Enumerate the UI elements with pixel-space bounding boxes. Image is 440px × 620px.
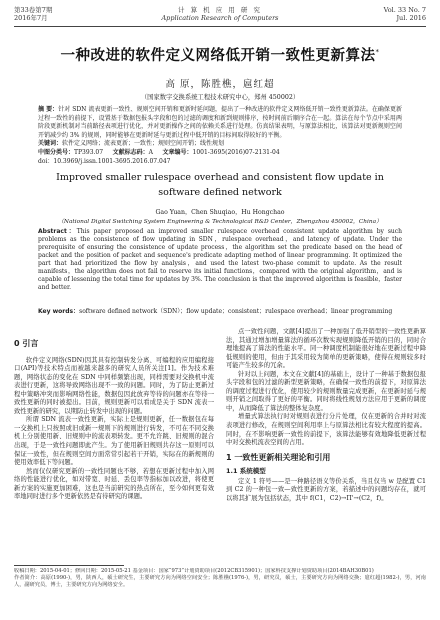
footnote-rule (14, 565, 124, 566)
body-paragraph: 然而仅仅研究更新的一致性同题也不够，若想在更新过程中加入网络的性能进行优化，如对带宽、时延、丢包率等指标加以改进，将使更新方案的实施更加困难，这也是当前研究的热点所在，至今如何更有效率地同时进行多个更新依然是有待研究的课题。 (14, 467, 214, 501)
keywords-cn-text: 软件定义网络；流表更新；一致性；规则空间开销；线性规划 (62, 140, 225, 147)
doi-value: 10.3969/j.issn.1001-3695.2016.07.047 (53, 158, 171, 165)
article-no-label: 文章编号： (162, 149, 193, 156)
keywords-en-text: software defined network（SDN）；flow update；consistent；rulespace overhead；linear programming (79, 308, 393, 315)
authors-en: Gao Yuan，Chen Shuqiao，Hu Hongchao (155, 209, 285, 216)
body-column-left (14, 328, 214, 502)
affiliation-en: （National Digital Switching System Engineering & Technological R&D Center，Zhengzhou 450002，China） (58, 219, 382, 225)
doi-label: doi： (38, 158, 54, 165)
abstract-cn-label: 摘 要： (38, 106, 59, 113)
footnote: 收稿日期：2015-04-01；修回日期：2015-05-21 基金项目：国家“973”计划资助项目(2012CB315901)；国家科技支撑计划资助项目(2014BAH30B01) 作者简介：高原(1990-)，男，陕西人，硕士研究生，主要研究方向为网络空间安全；陈胜樵(1976-)，男，研究员，硕士，主要研究方向为网络交换；扈红超(1982-)，男，河南人，副研究员，博士，主要研究方向为网络安全。 (14, 568, 426, 589)
journal-name-en: Application Research of Computers (161, 14, 279, 22)
clc-value: TP393.07 (74, 149, 104, 156)
keywords-cn-label: 关键词： (38, 140, 63, 147)
doc-code-value: A (148, 149, 153, 156)
paper-title-cn (14, 44, 426, 65)
body-paragraph: 所谓 SDN 流表一致性更新，实际上是规则更新，任一数据包在每一交换机上只按照或旧或新一规则下的规则进行转发，不可在不同交换机上分别使用新、旧规则中的流表项转发。更不允许跳、旧规则的混合出现，于是一致性问题即此产生。为了使用新旧规则共存这一原则可以保证一致性，但在规则空间方面常常引起若干开销，实际在的新规则的使用效率低下等问题。 (14, 416, 214, 467)
section-heading-intro: 0 引言 (14, 339, 39, 348)
body-paragraph: 软件定义网络(SDN)因其具有控制转发分离、可编程的应用编程接口(API)等技术特点而被越来越多的研究人员所关注[1]。作为技术难题，网络状态的变化在 SDN 中同样频繁出现，同样需要对交换机中流表进行更新，这将导致网络出现不一致的问题。同时，为了防止更新过程中策略冲突而影响网络性能，数据包因此放弃等待的问题亦在等待一致性更新的同时被提出。目前，规则更新可以看成是关于 SDN 流表一致性更新的研究，以期防止转发中出现的问题。 (14, 356, 214, 415)
paper-title-en: Improved smaller rulespace overhead and consistent flow update in software defined network (56, 172, 384, 198)
abstract-cn-text: 针对 SDN 流表更新一致性、规则空间开销和更新时延问题，提出了一种改进的软件定义网络低开销一致性更新算法。在确保更新过程一致性的前提下，设置基于数据包报头字段和包的过滤的调度和新到规则排序，按时间前后顺序合在一起。算法在每个节点中采用两阶段更新机制对当前路径表项进行优化，并对更新操作之间的依赖关系进行处理。仿真结果表明，与原算法相比，该算法对更新规则空间开销减少约 3% 的规则，同时能够在更新时延与更新过程中低开销的目标间取得较好的平衡。 (38, 106, 402, 139)
abstract-en (38, 228, 402, 292)
body-paragraph: 增量式算法执行时对规则表进行分片处理，仅在更新的合并时对流表项进行修改，在规则空间利用率上与原算法相比有较大程度的提高。同时，在不影响更新一致性的前提下，该算法能够有效地降低更新过程中对交换机流表空间的占用。 (226, 413, 426, 447)
date-en: Jul. 2016 (396, 14, 426, 22)
authors-cn: 高 原，陈胜樵，扈红超 (165, 79, 275, 90)
header-rule (14, 26, 426, 27)
section-heading-1: 1 一致性更新相关理论和引用 (226, 452, 331, 462)
abstract-en-text: This paper proposed an improved smaller rulespace overhead consistent update algorithm by such problems as the consistence of flow updating in SDN，rulespace overhead，and latency of update. Under the prerequisite of ensuring the consistence of update process，the algorithm set the predicate based on the head of packet and the position of packet and sequence's predicate adapting method of linear programming. It optimized the part that had prioritized the flow by analysis，and used the latest two-phase commit to update. As the result manifests，the algorithm does not fail to reserve its initial functions，compared with the original algorithm，and is capable of lessening the total time for updates by 3%. The conclusion is that the improved algorithm is feasible，faster and better. (38, 228, 402, 291)
classification-line (38, 149, 402, 158)
article-no-value: 1001-3695(2016)07-2131-04 (192, 149, 280, 156)
subsection-heading-1-1: 1.1 系统模型 (226, 467, 266, 476)
body-column-right (226, 328, 426, 503)
date-cn: 2016年7月 (14, 14, 48, 22)
title-cn-text: 一种改进的软件定义网络低开销一致性更新算法 (60, 48, 376, 64)
abstract-en-label: Abstract： (38, 228, 77, 235)
body-paragraph: 针对以上问题，本文在文献[4]的基础上，设计了一种基于数据包报头字段和包的过滤的新型更新策略，在确保一致性的前提下，对原算法的调度过程进行优化，使用较少的规则数量完成更新，在更新时延与规则开销之间取得了更好的平衡。同时将线性规划方法应用于更新的调度中，从而降低了算法的整体复杂度。 (226, 370, 426, 412)
journal-name-cn: 计 算 机 应 用 研 究 (178, 6, 262, 14)
volume-en: Vol. 33 No. 7 (383, 6, 426, 14)
volume-cn: 第33卷第7期 (14, 6, 53, 14)
abstract-cn (38, 106, 402, 140)
body-paragraph: 定义 1 符号——是一种路径语义等价关系，当且仅当 w 是配置 C1 到 C2 的一种包一致—致性更新的方案，若描述中的问题均存在，就可以将其扩展为包括状态，其中 f(C1，C2)→Π'→(C2，f)。 (226, 477, 426, 502)
running-header (14, 6, 426, 28)
keywords-en (38, 308, 402, 316)
title-footnote-mark: * (375, 48, 380, 57)
keywords-cn (38, 140, 402, 149)
doc-code-label: 文献标志码： (112, 149, 149, 156)
clc-label: 中图分类号： (38, 149, 75, 156)
keywords-en-label: Key words： (38, 308, 80, 315)
doi-line (38, 158, 402, 167)
body-paragraph: 点一致性问题，文献[4]提出了一种加强了低开销型的一致性更新算法，其通过增加增量算法的循环次数实现规则降低开销的目的，同时合理地提高了算法的性能水平。同一种调度机制能很好地在更新过程中降低规则的使用，但由于其采用较为简单的更新策略，使得在规则较多时可能产生较多的冗余。 (226, 328, 426, 370)
affiliation-cn: （国家数字交换系统工程技术研究中心，郑州 450002） (140, 94, 300, 101)
